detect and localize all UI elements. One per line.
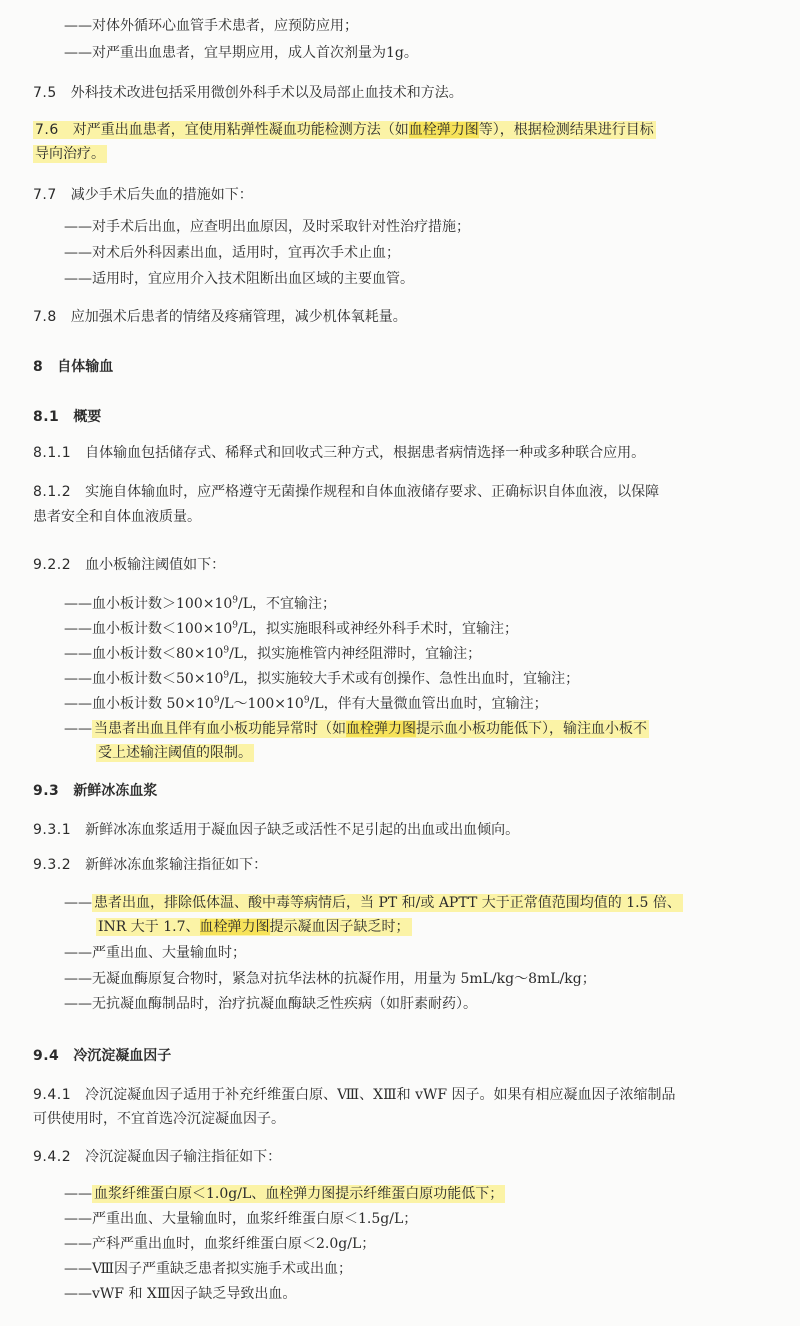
list-item-text: ——对术后外科因素出血，适用时，宜再次手术止血； (64, 245, 400, 261)
clause-7-6 (33, 120, 656, 140)
list-item-text: ——适用时，宜应用介入技术阻断出血区域的主要血管。 (64, 271, 414, 287)
list-item-text: /L～100×10 (219, 696, 304, 712)
clause-9-4-1 (33, 1085, 676, 1105)
list-item (64, 619, 518, 639)
list-item-text: ——产科严重出血时，血浆纤维蛋白原＜2.0g/L； (64, 1236, 376, 1252)
superscript: 9 (303, 695, 310, 706)
clause-text: 实施自体输血时，应严格遵守无菌操作规程和自体血液储存要求、正确标识自体血液，以保障 (85, 484, 660, 500)
list-item-text: ——血小板计数＜80×10 (64, 646, 224, 662)
list-item-text: 受上述输注阈值的限制。 (98, 745, 252, 761)
clause-number: 8.1.2 (33, 484, 72, 500)
superscript: 9 (232, 620, 239, 631)
list-item-text: 当患者出血且伴有血小板功能异常时（如 (94, 721, 346, 737)
list-item-text: 提示凝血因子缺乏时； (269, 919, 410, 935)
clause-number: 7.8 (33, 309, 57, 325)
clause-9-3-1 (33, 820, 519, 840)
clause-text: 冷沉淀凝血因子适用于补充纤维蛋白原、Ⅷ、ⅩⅢ和 vWF 因子。如果有相应凝血因子浓缩制品 (85, 1087, 676, 1103)
list-item-highlighted (64, 1184, 505, 1204)
clause-text: 血小板输注阈值如下： (85, 557, 226, 573)
clause-number: 7.7 (33, 187, 57, 203)
list-item (64, 269, 414, 289)
clause-number: 9.3.1 (33, 822, 72, 838)
list-dash: —— (64, 721, 92, 737)
section-number: 9.3 (33, 783, 60, 799)
list-item-highlighted (64, 719, 649, 739)
list-item-continued (96, 917, 412, 937)
clause-number: 8.1.1 (33, 445, 72, 461)
list-item (64, 694, 548, 714)
superscript: 9 (223, 670, 230, 681)
list-item-text: ——血小板计数＜100×10 (64, 621, 233, 637)
superscript: 9 (223, 645, 230, 656)
list-dash: —— (64, 895, 92, 911)
list-item-text: ——Ⅷ因子严重缺乏患者拟实施手术或出血； (64, 1261, 353, 1277)
clause-text: 新鲜冰冻血浆适用于凝血因子缺乏或活性不足引起的出血或出血倾向。 (85, 822, 520, 838)
section-title: 冷沉淀凝血因子 (73, 1048, 172, 1064)
list-item-continued (96, 743, 254, 763)
clause-text: 外科技术改进包括采用微创外科手术以及局部止血技术和方法。 (70, 85, 463, 101)
list-item (64, 43, 418, 63)
list-item-text: ——严重出血、大量输血时； (64, 945, 246, 961)
clause-number: 7.5 (33, 85, 57, 101)
list-item-text: /L，伴有大量微血管出血时，宜输注； (309, 696, 548, 712)
list-dash: —— (64, 1186, 92, 1202)
superscript: 9 (213, 695, 220, 706)
clause-9-3-2 (33, 855, 267, 875)
list-item (64, 644, 481, 664)
clause-text: 等），根据检测结果进行目标 (478, 122, 654, 138)
list-item-text: INR 大于 1.7、 (98, 919, 200, 935)
list-item-text: /L，拟实施椎管内神经阻滞时，宜输注； (229, 646, 482, 662)
clause-9-4-1-continued (33, 1109, 285, 1129)
list-item-text: ——血小板计数＜50×10 (64, 671, 224, 687)
list-item-text: ——vWF 和 ⅩⅢ因子缺乏导致出血。 (64, 1286, 297, 1302)
clause-text: 对严重出血患者，宜使用粘弹性凝血功能检测方法（如 (72, 122, 409, 138)
section-heading-9-4 (33, 1046, 171, 1066)
clause-number: 9.2.2 (33, 557, 72, 573)
list-item-text: /L，拟实施较大手术或有创操作、急性出血时，宜输注； (229, 671, 580, 687)
list-item-text: ——无凝血酶原复合物时，紧急对抗华法林的抗凝作用，用量为 5mL/kg～8mL/kg； (64, 971, 596, 987)
clause-number: 9.4.2 (33, 1149, 72, 1165)
list-item-text: ——血小板计数 50×10 (64, 696, 214, 712)
section-heading-8 (33, 357, 113, 377)
list-item-text: 患者出血，排除低体温、酸中毒等病情后，当 PT 和/或 APTT 大于正常值范围均值的 1.5 倍、 (94, 895, 681, 911)
clause-7-8 (33, 307, 407, 327)
clause-9-4-2 (33, 1147, 281, 1167)
section-heading-9-3 (33, 781, 157, 801)
list-item-text: ——严重出血、大量输血时，血浆纤维蛋白原＜1.5g/L； (64, 1211, 418, 1227)
list-item (64, 243, 400, 263)
section-title: 概要 (73, 409, 102, 425)
list-item (64, 594, 336, 614)
list-item (64, 669, 579, 689)
clause-number: 9.4.1 (33, 1087, 72, 1103)
list-item (64, 994, 477, 1014)
list-item-text: /L，不宜输注； (238, 596, 337, 612)
list-item-text: ——对体外循环心血管手术患者，应预防应用； (64, 18, 358, 34)
clause-text: 新鲜冰冻血浆输注指征如下： (85, 857, 268, 873)
list-item (64, 1234, 375, 1254)
list-item (64, 1284, 296, 1304)
section-title: 新鲜冰冻血浆 (73, 783, 158, 799)
clause-text: 应加强术后患者的情绪及疼痛管理，减少机体氧耗量。 (70, 309, 407, 325)
superscript: 9 (232, 595, 239, 606)
list-item (64, 1259, 352, 1279)
list-item-text: 提示血小板功能低下），输注血小板不 (416, 721, 647, 737)
list-item-text: ——血小板计数＞100×10 (64, 596, 233, 612)
section-heading-8-1 (33, 407, 101, 427)
highlighted-term: 血栓弹力图 (199, 919, 270, 935)
list-item (64, 969, 596, 989)
section-number: 9.4 (33, 1048, 60, 1064)
section-number: 8.1 (33, 409, 60, 425)
clause-7-6-continued (33, 144, 107, 164)
list-item-text: ——无抗凝血酶制品时，治疗抗凝血酶缺乏性疾病（如肝素耐药）。 (64, 996, 477, 1012)
clause-text: 冷沉淀凝血因子输注指征如下： (85, 1149, 282, 1165)
list-item-highlighted (64, 893, 683, 913)
list-item-text: /L，拟实施眼科或神经外科手术时，宜输注； (238, 621, 519, 637)
clause-7-7 (33, 185, 253, 205)
clause-text: 导向治疗。 (35, 146, 105, 162)
clause-text: 自体输血包括储存式、稀释式和回收式三种方式，根据患者病情选择一种或多种联合应用。 (85, 445, 646, 461)
list-item (64, 217, 470, 237)
clause-text: 患者安全和自体血液质量。 (33, 509, 201, 525)
highlighted-term: 血栓弹力图 (408, 122, 479, 138)
list-item-text: 血浆纤维蛋白原＜1.0g/L、血栓弹力图提示纤维蛋白原功能低下； (94, 1186, 504, 1202)
clause-7-5 (33, 83, 463, 103)
clause-8-1-1 (33, 443, 645, 463)
clause-number: 9.3.2 (33, 857, 72, 873)
section-number: 8 (33, 359, 44, 375)
clause-8-1-2 (33, 482, 659, 502)
clause-text: 减少手术后失血的措施如下： (70, 187, 253, 203)
list-item (64, 16, 358, 36)
clause-9-2-2 (33, 555, 225, 575)
clause-number: 7.6 (35, 122, 59, 138)
section-title: 自体输血 (57, 359, 114, 375)
highlighted-term: 血栓弹力图 (346, 721, 416, 737)
clause-text: 可供使用时，不宜首选冷沉淀凝血因子。 (33, 1111, 285, 1127)
clause-8-1-2-continued (33, 507, 201, 527)
list-item-text: ——对严重出血患者，宜早期应用，成人首次剂量为1g。 (64, 45, 418, 61)
list-item (64, 1209, 417, 1229)
list-item-text: ——对手术后出血，应查明出血原因，及时采取针对性治疗措施； (64, 219, 470, 235)
list-item (64, 943, 246, 963)
